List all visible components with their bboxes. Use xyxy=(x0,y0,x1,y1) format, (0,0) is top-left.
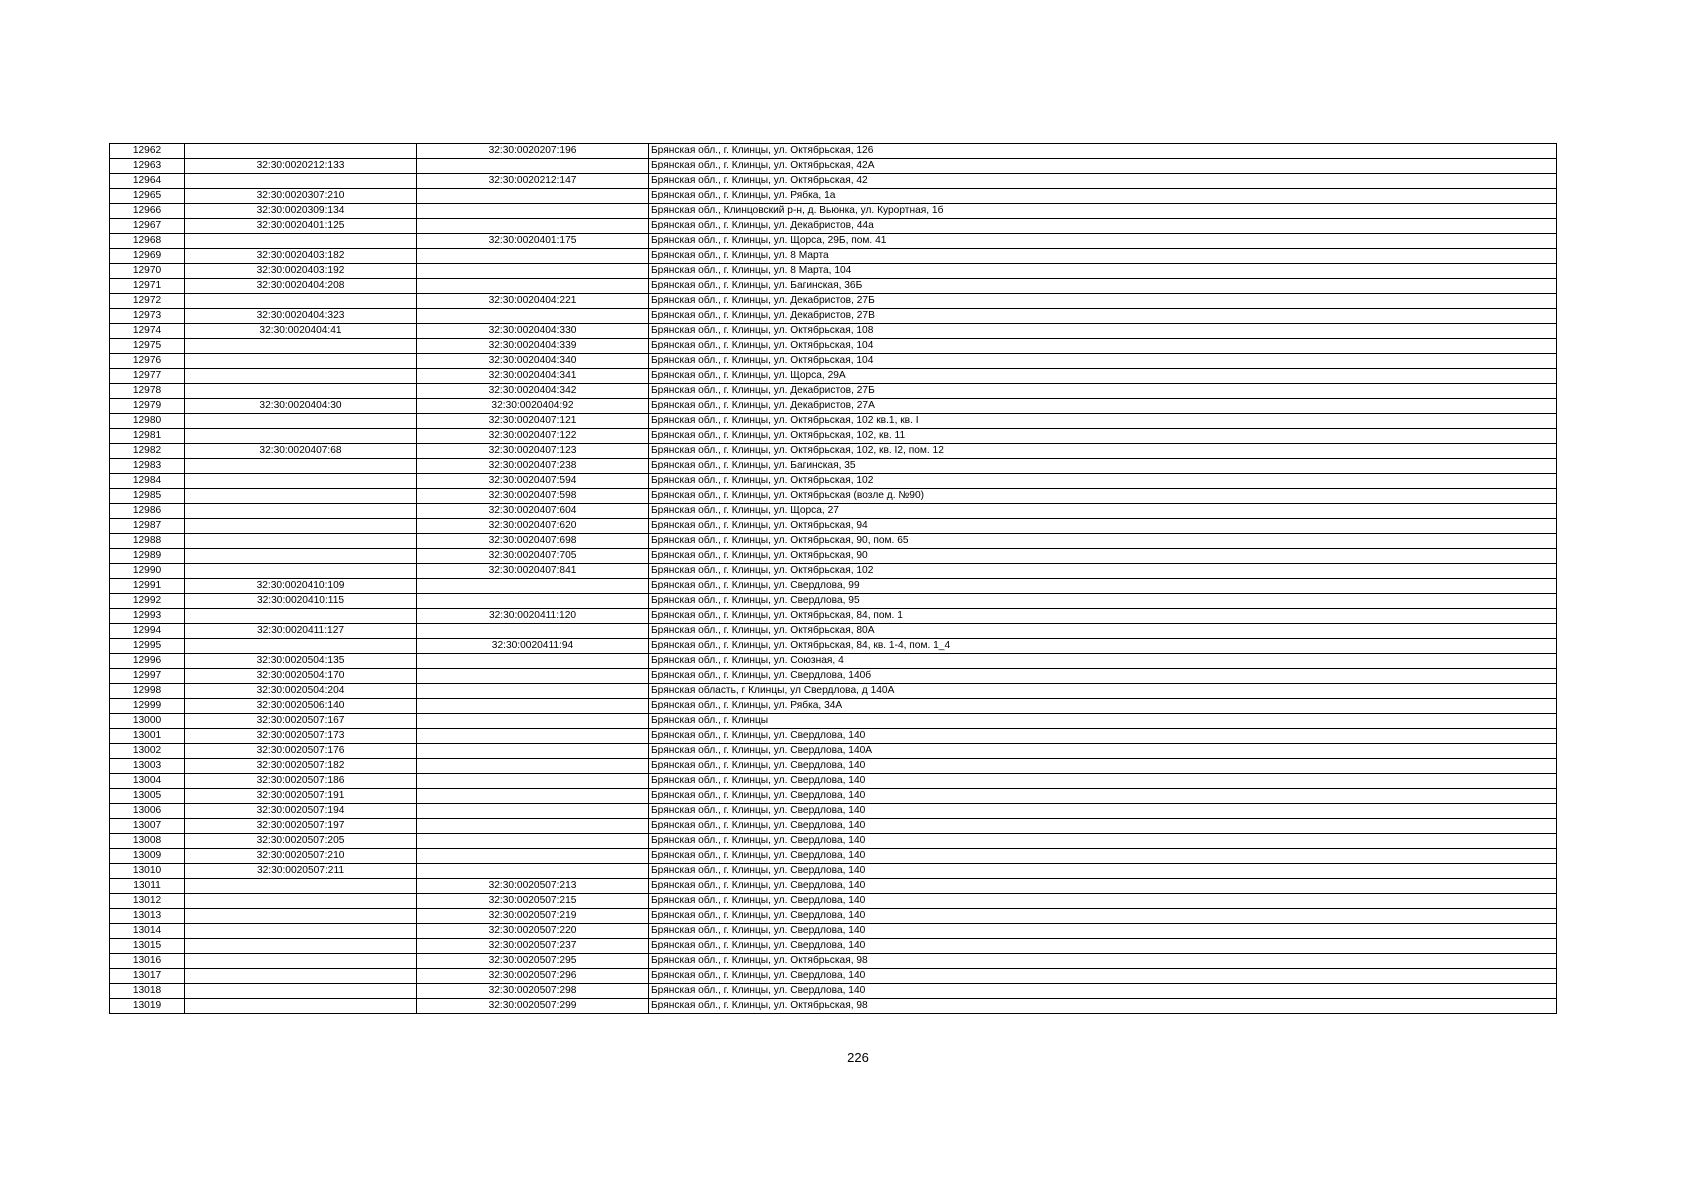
address-cell: Брянская обл., г. Клинцы, ул. Свердлова, 99 xyxy=(649,579,1557,594)
cadastral-number-cell: 32:30:0020403:192 xyxy=(185,264,417,279)
table-row xyxy=(110,879,1557,894)
table-row xyxy=(110,534,1557,549)
cadastral-number-cell: 32:30:0020504:204 xyxy=(185,684,417,699)
cadastral-number-2-cell: 32:30:0020407:594 xyxy=(417,474,649,489)
cadastral-number-2-cell xyxy=(417,864,649,879)
table-row xyxy=(110,144,1557,159)
cadastral-number-cell xyxy=(185,609,417,624)
address-cell: Брянская обл., г. Клинцы, ул. Свердлова, 140 xyxy=(649,924,1557,939)
cadastral-number-cell xyxy=(185,144,417,159)
page-number: 226 xyxy=(847,1050,869,1065)
row-number-cell: 12989 xyxy=(110,549,185,564)
address-cell: Брянская обл., г. Клинцы, ул. Рябка, 34А xyxy=(649,699,1557,714)
table-row xyxy=(110,894,1557,909)
cadastral-number-2-cell xyxy=(417,309,649,324)
cadastral-number-cell: 32:30:0020507:182 xyxy=(185,759,417,774)
address-cell: Брянская обл., г. Клинцы, ул. Октябрьская, 104 xyxy=(649,339,1557,354)
cadastral-number-2-cell: 32:30:0020507:299 xyxy=(417,999,649,1014)
cadastral-number-2-cell xyxy=(417,804,649,819)
row-number-cell: 12963 xyxy=(110,159,185,174)
cadastral-number-cell: 32:30:0020507:194 xyxy=(185,804,417,819)
table-row xyxy=(110,939,1557,954)
cadastral-number-cell xyxy=(185,294,417,309)
address-cell: Брянская обл., г. Клинцы, ул. Октябрьская, 90, пом. 65 xyxy=(649,534,1557,549)
row-number-cell: 12984 xyxy=(110,474,185,489)
cadastral-number-2-cell: 32:30:0020212:147 xyxy=(417,174,649,189)
row-number-cell: 12983 xyxy=(110,459,185,474)
table-row xyxy=(110,624,1557,639)
table-row xyxy=(110,849,1557,864)
table-row xyxy=(110,549,1557,564)
address-cell: Брянская обл., г. Клинцы, ул. Октябрьская, 98 xyxy=(649,954,1557,969)
row-number-cell: 13011 xyxy=(110,879,185,894)
row-number-cell: 12988 xyxy=(110,534,185,549)
table-row xyxy=(110,579,1557,594)
row-number-cell: 13007 xyxy=(110,819,185,834)
cadastral-number-2-cell xyxy=(417,759,649,774)
table-row xyxy=(110,564,1557,579)
cadastral-number-2-cell xyxy=(417,744,649,759)
row-number-cell: 12977 xyxy=(110,369,185,384)
cadastral-number-cell xyxy=(185,939,417,954)
address-cell: Брянская обл., г. Клинцы, ул. Рябка, 1а xyxy=(649,189,1557,204)
cadastral-number-cell: 32:30:0020404:323 xyxy=(185,309,417,324)
cadastral-number-2-cell: 32:30:0020407:598 xyxy=(417,489,649,504)
row-number-cell: 12962 xyxy=(110,144,185,159)
table-row xyxy=(110,729,1557,744)
cadastral-number-cell xyxy=(185,474,417,489)
cadastral-number-2-cell: 32:30:0020404:92 xyxy=(417,399,649,414)
table-row xyxy=(110,519,1557,534)
table-row xyxy=(110,324,1557,339)
cadastral-number-2-cell xyxy=(417,789,649,804)
table-row xyxy=(110,219,1557,234)
table-row xyxy=(110,999,1557,1014)
row-number-cell: 12966 xyxy=(110,204,185,219)
row-number-cell: 12994 xyxy=(110,624,185,639)
table-row xyxy=(110,399,1557,414)
row-number-cell: 12995 xyxy=(110,639,185,654)
cadastral-number-2-cell: 32:30:0020507:219 xyxy=(417,909,649,924)
cadastral-number-cell: 32:30:0020507:205 xyxy=(185,834,417,849)
address-cell: Брянская обл., г. Клинцы, ул. Свердлова, 140 xyxy=(649,894,1557,909)
cadastral-number-cell xyxy=(185,894,417,909)
row-number-cell: 12985 xyxy=(110,489,185,504)
cadastral-number-cell: 32:30:0020404:30 xyxy=(185,399,417,414)
row-number-cell: 13015 xyxy=(110,939,185,954)
address-cell: Брянская обл., г. Клинцы, ул. Багинская, 36Б xyxy=(649,279,1557,294)
table-row xyxy=(110,189,1557,204)
document-table xyxy=(109,143,1557,1014)
row-number-cell: 12999 xyxy=(110,699,185,714)
cadastral-number-2-cell: 32:30:0020407:604 xyxy=(417,504,649,519)
row-number-cell: 12998 xyxy=(110,684,185,699)
cadastral-number-2-cell: 32:30:0020507:215 xyxy=(417,894,649,909)
cadastral-number-cell xyxy=(185,909,417,924)
row-number-cell: 13008 xyxy=(110,834,185,849)
address-cell: Брянская обл., г. Клинцы, ул. Свердлова, 140 xyxy=(649,804,1557,819)
table-row xyxy=(110,249,1557,264)
row-number-cell: 12978 xyxy=(110,384,185,399)
cadastral-number-2-cell: 32:30:0020404:339 xyxy=(417,339,649,354)
cadastral-number-cell: 32:30:0020309:134 xyxy=(185,204,417,219)
table-row xyxy=(110,234,1557,249)
row-number-cell: 12970 xyxy=(110,264,185,279)
cadastral-number-cell xyxy=(185,414,417,429)
cadastral-number-cell xyxy=(185,519,417,534)
address-cell: Брянская обл., г. Клинцы, ул. Свердлова, 95 xyxy=(649,594,1557,609)
address-cell: Брянская обл., г. Клинцы, ул. Союзная, 4 xyxy=(649,654,1557,669)
cadastral-number-cell xyxy=(185,234,417,249)
row-number-cell: 12996 xyxy=(110,654,185,669)
cadastral-number-2-cell: 32:30:0020404:340 xyxy=(417,354,649,369)
address-cell: Брянская обл., г. Клинцы, ул. Декабристов, 27В xyxy=(649,309,1557,324)
cadastral-number-cell: 32:30:0020411:127 xyxy=(185,624,417,639)
cadastral-number-2-cell: 32:30:0020407:841 xyxy=(417,564,649,579)
row-number-cell: 13005 xyxy=(110,789,185,804)
address-cell: Брянская обл., г. Клинцы, ул. 8 Марта xyxy=(649,249,1557,264)
cadastral-number-2-cell xyxy=(417,249,649,264)
address-cell: Брянская обл., г. Клинцы, ул. Октябрьская, 102 xyxy=(649,474,1557,489)
table-row xyxy=(110,444,1557,459)
table-row xyxy=(110,684,1557,699)
row-number-cell: 13016 xyxy=(110,954,185,969)
table-row xyxy=(110,909,1557,924)
row-number-cell: 12993 xyxy=(110,609,185,624)
address-cell: Брянская обл., г. Клинцы, ул. Свердлова, 140 xyxy=(649,789,1557,804)
cadastral-number-2-cell xyxy=(417,579,649,594)
table-row xyxy=(110,774,1557,789)
row-number-cell: 13000 xyxy=(110,714,185,729)
cadastral-number-2-cell xyxy=(417,654,649,669)
address-cell: Брянская обл., г. Клинцы, ул. 8 Марта, 104 xyxy=(649,264,1557,279)
cadastral-number-2-cell: 32:30:0020401:175 xyxy=(417,234,649,249)
row-number-cell: 12969 xyxy=(110,249,185,264)
row-number-cell: 12968 xyxy=(110,234,185,249)
cadastral-number-2-cell xyxy=(417,264,649,279)
address-cell: Брянская обл., г. Клинцы, ул. Щорса, 29Б, пом. 41 xyxy=(649,234,1557,249)
table-row xyxy=(110,489,1557,504)
row-number-cell: 12997 xyxy=(110,669,185,684)
row-number-cell: 12986 xyxy=(110,504,185,519)
cadastral-number-cell: 32:30:0020507:167 xyxy=(185,714,417,729)
address-cell: Брянская обл., г. Клинцы, ул. Октябрьская, 98 xyxy=(649,999,1557,1014)
address-cell: Брянская обл., г. Клинцы, ул. Октябрьская, 42А xyxy=(649,159,1557,174)
address-cell: Брянская обл., г. Клинцы, ул. Октябрьская, 104 xyxy=(649,354,1557,369)
address-cell: Брянская обл., г. Клинцы, ул. Свердлова, 140 xyxy=(649,969,1557,984)
address-cell: Брянская обл., г. Клинцы, ул. Декабристов, 44а xyxy=(649,219,1557,234)
table-row xyxy=(110,789,1557,804)
table-row xyxy=(110,714,1557,729)
address-cell: Брянская обл., г. Клинцы, ул. Октябрьская, 84, кв. 1-4, пом. 1_4 xyxy=(649,639,1557,654)
address-cell: Брянская обл., г. Клинцы, ул. Октябрьская, 84, пом. 1 xyxy=(649,609,1557,624)
row-number-cell: 12991 xyxy=(110,579,185,594)
row-number-cell: 12981 xyxy=(110,429,185,444)
table-row xyxy=(110,384,1557,399)
table-row xyxy=(110,459,1557,474)
address-cell: Брянская обл., г. Клинцы, ул. Свердлова, 140 xyxy=(649,729,1557,744)
table-body xyxy=(110,144,1557,1014)
row-number-cell: 12972 xyxy=(110,294,185,309)
address-cell: Брянская обл., г. Клинцы, ул. Октябрьская, 80А xyxy=(649,624,1557,639)
table-row xyxy=(110,204,1557,219)
address-cell: Брянская обл., г. Клинцы, ул. Декабристов, 27Б xyxy=(649,384,1557,399)
cadastral-number-2-cell xyxy=(417,159,649,174)
cadastral-number-cell xyxy=(185,384,417,399)
cadastral-number-cell: 32:30:0020404:208 xyxy=(185,279,417,294)
table-row xyxy=(110,369,1557,384)
cadastral-number-2-cell xyxy=(417,624,649,639)
address-cell: Брянская обл., г. Клинцы, ул. Багинская, 35 xyxy=(649,459,1557,474)
cadastral-number-cell xyxy=(185,954,417,969)
cadastral-number-cell: 32:30:0020507:197 xyxy=(185,819,417,834)
cadastral-number-2-cell xyxy=(417,684,649,699)
cadastral-number-cell xyxy=(185,564,417,579)
cadastral-number-2-cell: 32:30:0020411:120 xyxy=(417,609,649,624)
cadastral-number-cell: 32:30:0020507:186 xyxy=(185,774,417,789)
cadastral-number-2-cell: 32:30:0020407:698 xyxy=(417,534,649,549)
table-row xyxy=(110,354,1557,369)
cadastral-number-2-cell xyxy=(417,699,649,714)
table-row xyxy=(110,819,1557,834)
row-number-cell: 12979 xyxy=(110,399,185,414)
row-number-cell: 13013 xyxy=(110,909,185,924)
cadastral-number-cell: 32:30:0020404:41 xyxy=(185,324,417,339)
address-cell: Брянская обл., г. Клинцы, ул. Октябрьская, 102 xyxy=(649,564,1557,579)
row-number-cell: 13006 xyxy=(110,804,185,819)
row-number-cell: 12967 xyxy=(110,219,185,234)
row-number-cell: 13018 xyxy=(110,984,185,999)
address-cell: Брянская обл., г. Клинцы, ул. Свердлова, 140 xyxy=(649,939,1557,954)
cadastral-number-cell: 32:30:0020401:125 xyxy=(185,219,417,234)
cadastral-number-2-cell: 32:30:0020507:220 xyxy=(417,924,649,939)
cadastral-number-2-cell xyxy=(417,594,649,609)
cadastral-number-cell xyxy=(185,489,417,504)
table-row xyxy=(110,954,1557,969)
table-row xyxy=(110,639,1557,654)
cadastral-number-2-cell: 32:30:0020404:342 xyxy=(417,384,649,399)
row-number-cell: 12975 xyxy=(110,339,185,354)
cadastral-number-cell xyxy=(185,369,417,384)
table-row xyxy=(110,984,1557,999)
cadastral-number-2-cell: 32:30:0020407:123 xyxy=(417,444,649,459)
address-cell: Брянская область, г Клинцы, ул Свердлова, д 140А xyxy=(649,684,1557,699)
address-cell: Брянская обл., г. Клинцы, ул. Октябрьская, 102 кв.1, кв. I xyxy=(649,414,1557,429)
address-cell: Брянская обл., г. Клинцы, ул. Свердлова, 140 xyxy=(649,984,1557,999)
row-number-cell: 13010 xyxy=(110,864,185,879)
cadastral-number-cell xyxy=(185,354,417,369)
cadastral-number-cell xyxy=(185,174,417,189)
table-row xyxy=(110,669,1557,684)
cadastral-number-cell: 32:30:0020407:68 xyxy=(185,444,417,459)
cadastral-number-2-cell xyxy=(417,219,649,234)
cadastral-number-cell xyxy=(185,879,417,894)
row-number-cell: 12973 xyxy=(110,309,185,324)
address-cell: Брянская обл., г. Клинцы, ул. Октябрьская (возле д. №90) xyxy=(649,489,1557,504)
cadastral-number-cell xyxy=(185,534,417,549)
row-number-cell: 13012 xyxy=(110,894,185,909)
cadastral-number-2-cell: 32:30:0020407:238 xyxy=(417,459,649,474)
cadastral-number-cell xyxy=(185,969,417,984)
table-row xyxy=(110,474,1557,489)
row-number-cell: 13001 xyxy=(110,729,185,744)
address-cell: Брянская обл., г. Клинцы, ул. Октябрьская, 102, кв. I2, пом. 12 xyxy=(649,444,1557,459)
cadastral-number-2-cell: 32:30:0020404:330 xyxy=(417,324,649,339)
cadastral-number-cell: 32:30:0020507:176 xyxy=(185,744,417,759)
table-row xyxy=(110,969,1557,984)
cadastral-number-cell: 32:30:0020507:210 xyxy=(185,849,417,864)
cadastral-number-2-cell xyxy=(417,834,649,849)
table-row xyxy=(110,339,1557,354)
address-cell: Брянская обл., г. Клинцы, ул. Октябрьская, 102, кв. 11 xyxy=(649,429,1557,444)
row-number-cell: 13017 xyxy=(110,969,185,984)
table-row xyxy=(110,864,1557,879)
address-cell: Брянская обл., г. Клинцы, ул. Свердлова, 140 xyxy=(649,879,1557,894)
cadastral-number-2-cell: 32:30:0020507:296 xyxy=(417,969,649,984)
row-number-cell: 12982 xyxy=(110,444,185,459)
table-row xyxy=(110,834,1557,849)
cadastral-number-2-cell xyxy=(417,189,649,204)
cadastral-number-2-cell: 32:30:0020507:237 xyxy=(417,939,649,954)
table-row xyxy=(110,924,1557,939)
address-cell: Брянская обл., г. Клинцы, ул. Свердлова, 140 xyxy=(649,819,1557,834)
row-number-cell: 12980 xyxy=(110,414,185,429)
cadastral-number-2-cell xyxy=(417,849,649,864)
cadastral-number-2-cell: 32:30:0020207:196 xyxy=(417,144,649,159)
table-row xyxy=(110,294,1557,309)
row-number-cell: 13019 xyxy=(110,999,185,1014)
cadastral-number-cell xyxy=(185,339,417,354)
row-number-cell: 13004 xyxy=(110,774,185,789)
address-cell: Брянская обл., г. Клинцы, ул. Октябрьская, 94 xyxy=(649,519,1557,534)
cadastral-number-2-cell: 32:30:0020407:122 xyxy=(417,429,649,444)
cadastral-number-2-cell: 32:30:0020407:705 xyxy=(417,549,649,564)
table-row xyxy=(110,174,1557,189)
address-cell: Брянская обл., г. Клинцы, ул. Свердлова, 140 xyxy=(649,864,1557,879)
table-row xyxy=(110,654,1557,669)
address-cell: Брянская обл., г. Клинцы, ул. Щорса, 29А xyxy=(649,369,1557,384)
address-cell: Брянская обл., г. Клинцы xyxy=(649,714,1557,729)
address-cell: Брянская обл., г. Клинцы, ул. Октябрьская, 108 xyxy=(649,324,1557,339)
cadastral-number-cell: 32:30:0020507:173 xyxy=(185,729,417,744)
row-number-cell: 13002 xyxy=(110,744,185,759)
cadastral-number-2-cell xyxy=(417,714,649,729)
cadastral-number-cell: 32:30:0020507:211 xyxy=(185,864,417,879)
cadastral-number-cell xyxy=(185,999,417,1014)
cadastral-number-cell xyxy=(185,924,417,939)
cadastral-number-2-cell: 32:30:0020411:94 xyxy=(417,639,649,654)
table-row xyxy=(110,744,1557,759)
row-number-cell: 12965 xyxy=(110,189,185,204)
cadastral-number-cell xyxy=(185,549,417,564)
table-row xyxy=(110,804,1557,819)
row-number-cell: 13014 xyxy=(110,924,185,939)
cadastral-number-2-cell xyxy=(417,669,649,684)
table-row xyxy=(110,504,1557,519)
address-cell: Брянская обл., г. Клинцы, ул. Щорса, 27 xyxy=(649,504,1557,519)
row-number-cell: 13009 xyxy=(110,849,185,864)
table-row xyxy=(110,279,1557,294)
table-row xyxy=(110,414,1557,429)
address-cell: Брянская обл., Клинцовский р-н, д. Вьюнка, ул. Курортная, 1б xyxy=(649,204,1557,219)
cadastral-number-cell: 32:30:0020507:191 xyxy=(185,789,417,804)
row-number-cell: 13003 xyxy=(110,759,185,774)
table-row xyxy=(110,429,1557,444)
row-number-cell: 12964 xyxy=(110,174,185,189)
cadastral-number-2-cell: 32:30:0020507:213 xyxy=(417,879,649,894)
address-cell: Брянская обл., г. Клинцы, ул. Октябрьская, 126 xyxy=(649,144,1557,159)
cadastral-number-2-cell: 32:30:0020507:295 xyxy=(417,954,649,969)
table-row xyxy=(110,594,1557,609)
cadastral-number-2-cell: 32:30:0020404:341 xyxy=(417,369,649,384)
cadastral-number-cell: 32:30:0020410:109 xyxy=(185,579,417,594)
address-cell: Брянская обл., г. Клинцы, ул. Декабристов, 27А xyxy=(649,399,1557,414)
cadastral-number-cell xyxy=(185,639,417,654)
row-number-cell: 12976 xyxy=(110,354,185,369)
cadastral-number-cell xyxy=(185,429,417,444)
address-cell: Брянская обл., г. Клинцы, ул. Октябрьская, 90 xyxy=(649,549,1557,564)
cadastral-number-cell: 32:30:0020504:170 xyxy=(185,669,417,684)
address-cell: Брянская обл., г. Клинцы, ул. Свердлова, 140 xyxy=(649,909,1557,924)
address-cell: Брянская обл., г. Клинцы, ул. Свердлова, 140 xyxy=(649,759,1557,774)
address-cell: Брянская обл., г. Клинцы, ул. Свердлова, 140А xyxy=(649,744,1557,759)
cadastral-number-cell: 32:30:0020212:133 xyxy=(185,159,417,174)
cadastral-number-2-cell: 32:30:0020407:121 xyxy=(417,414,649,429)
row-number-cell: 12990 xyxy=(110,564,185,579)
cadastral-number-cell: 32:30:0020410:115 xyxy=(185,594,417,609)
cadastral-number-cell: 32:30:0020403:182 xyxy=(185,249,417,264)
cadastral-number-2-cell xyxy=(417,819,649,834)
cadastral-number-2-cell xyxy=(417,729,649,744)
table-row xyxy=(110,759,1557,774)
cadastral-number-cell xyxy=(185,984,417,999)
row-number-cell: 12974 xyxy=(110,324,185,339)
row-number-cell: 12992 xyxy=(110,594,185,609)
address-cell: Брянская обл., г. Клинцы, ул. Свердлова, 140 xyxy=(649,834,1557,849)
table-row xyxy=(110,264,1557,279)
cadastral-number-cell xyxy=(185,504,417,519)
row-number-cell: 12971 xyxy=(110,279,185,294)
address-cell: Брянская обл., г. Клинцы, ул. Свердлова, 140 xyxy=(649,849,1557,864)
cadastral-number-2-cell: 32:30:0020407:620 xyxy=(417,519,649,534)
cadastral-number-cell: 32:30:0020504:135 xyxy=(185,654,417,669)
address-cell: Брянская обл., г. Клинцы, ул. Свердлова, 140 xyxy=(649,774,1557,789)
table-row xyxy=(110,309,1557,324)
cadastral-number-cell: 32:30:0020307:210 xyxy=(185,189,417,204)
table-row xyxy=(110,699,1557,714)
cadastral-number-cell: 32:30:0020506:140 xyxy=(185,699,417,714)
cadastral-number-cell xyxy=(185,459,417,474)
row-number-cell: 12987 xyxy=(110,519,185,534)
cadastral-number-2-cell xyxy=(417,774,649,789)
cadastral-number-2-cell: 32:30:0020404:221 xyxy=(417,294,649,309)
table-row xyxy=(110,159,1557,174)
address-cell: Брянская обл., г. Клинцы, ул. Декабристов, 27Б xyxy=(649,294,1557,309)
cadastral-number-2-cell xyxy=(417,204,649,219)
address-cell: Брянская обл., г. Клинцы, ул. Свердлова, 140б xyxy=(649,669,1557,684)
address-cell: Брянская обл., г. Клинцы, ул. Октябрьская, 42 xyxy=(649,174,1557,189)
cadastral-number-2-cell xyxy=(417,279,649,294)
cadastral-number-2-cell: 32:30:0020507:298 xyxy=(417,984,649,999)
table-row xyxy=(110,609,1557,624)
